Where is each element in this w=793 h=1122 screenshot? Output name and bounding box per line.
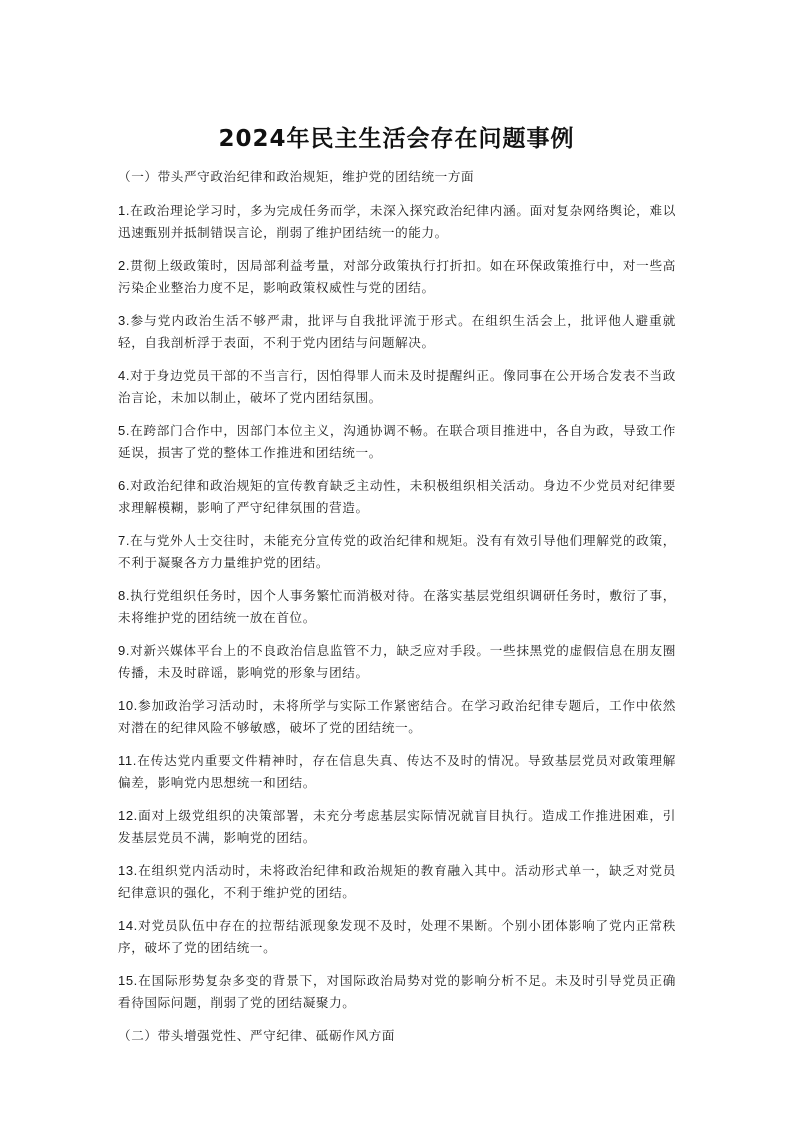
- list-item: [118, 255, 676, 299]
- document-title: 2024年民主生活会存在问题事例: [218, 126, 575, 152]
- list-item: [118, 860, 676, 904]
- list-item: [118, 475, 676, 519]
- list-item: [118, 970, 676, 1014]
- item-text: 对于身边党员干部的不当言行，因怕得罪人而未及时提醒纠正。像同事在公开场合发表不当政治言论，未加以制止，破坏了党内团结氛围。: [118, 368, 676, 405]
- item-number: 6.: [118, 478, 131, 493]
- item-text: 对党员队伍中存在的拉帮结派现象发现不及时，处理不果断。个别小团体影响了党内正常秩序，破坏了党的团结统一。: [118, 918, 676, 955]
- item-text: 参与党内政治生活不够严肃，批评与自我批评流于形式。在组织生活会上，批评他人避重就轻，自我剖析浮于表面，不利于党内团结与问题解决。: [118, 313, 676, 350]
- item-text: 在跨部门合作中，因部门本位主义，沟通协调不畅。在联合项目推进中，各自为政，导致工作延误，损害了党的整体工作推进和团结统一。: [118, 423, 676, 460]
- list-item: [118, 640, 676, 684]
- item-text: 在组织党内活动时，未将政治纪律和政治规矩的教育融入其中。活动形式单一，缺乏对党员纪律意识的强化，不利于维护党的团结。: [118, 863, 676, 900]
- item-text: 贯彻上级政策时，因局部利益考量，对部分政策执行打折扣。如在环保政策推行中，对一些高污染企业整治力度不足，影响政策权威性与党的团结。: [118, 258, 676, 295]
- list-item: [118, 915, 676, 959]
- list-item: [118, 805, 676, 849]
- item-number: 15.: [118, 973, 138, 988]
- list-item: [118, 585, 676, 629]
- item-number: 10.: [118, 698, 138, 713]
- item-number: 11.: [118, 753, 137, 768]
- section-heading-2: （二）带头增强党性、严守纪律、砥砺作风方面: [118, 1028, 396, 1043]
- list-item: [118, 750, 676, 794]
- item-number: 9.: [118, 643, 131, 658]
- item-number: 5.: [118, 423, 131, 438]
- item-number: 12.: [118, 808, 138, 823]
- list-item: [118, 695, 676, 739]
- item-number: 3.: [118, 313, 131, 328]
- item-number: 14.: [118, 918, 138, 933]
- item-number: 4.: [118, 368, 131, 383]
- list-item: [118, 365, 676, 409]
- item-text: 对政治纪律和政治规矩的宣传教育缺乏主动性，未积极组织相关活动。身边不少党员对纪律要求理解模糊，影响了严守纪律氛围的营造。: [118, 478, 676, 515]
- document-body: [118, 166, 676, 1059]
- item-text: 对新兴媒体平台上的不良政治信息监管不力，缺乏应对手段。一些抹黑党的虚假信息在朋友圈传播，未及时辟谣，影响党的形象与团结。: [118, 643, 676, 680]
- list-item: [118, 310, 676, 354]
- item-text: 执行党组织任务时，因个人事务繁忙而消极对待。在落实基层党组织调研任务时，敷衍了事，未将维护党的团结统一放在首位。: [118, 588, 676, 625]
- item-text: 在传达党内重要文件精神时，存在信息失真、传达不及时的情况。导致基层党员对政策理解偏差，影响党内思想统一和团结。: [118, 753, 676, 790]
- item-text: 在政治理论学习时，多为完成任务而学，未深入探究政治纪律内涵。面对复杂网络舆论，难以迅速甄别并抵制错误言论，削弱了维护团结统一的能力。: [118, 203, 676, 240]
- list-item: [118, 530, 676, 574]
- list-item: [118, 200, 676, 244]
- item-text: 在国际形势复杂多变的背景下，对国际政治局势对党的影响分析不足。未及时引导党员正确看待国际问题，削弱了党的团结凝聚力。: [118, 973, 676, 1010]
- section-heading-1: （一）带头严守政治纪律和政治规矩，维护党的团结统一方面: [118, 169, 475, 184]
- item-number: 13.: [118, 863, 138, 878]
- item-number: 1.: [118, 203, 131, 218]
- list-item: [118, 420, 676, 464]
- item-text: 面对上级党组织的决策部署，未充分考虑基层实际情况就盲目执行。造成工作推进困难，引发基层党员不满，影响党的团结。: [118, 808, 676, 845]
- item-text: 参加政治学习活动时，未将所学与实际工作紧密结合。在学习政治纪律专题后，工作中依然对潜在的纪律风险不够敏感，破坏了党的团结统一。: [118, 698, 676, 735]
- item-text: 在与党外人士交往时，未能充分宣传党的政治纪律和规矩。没有有效引导他们理解党的政策，不利于凝聚各方力量维护党的团结。: [118, 533, 676, 570]
- item-number: 7.: [118, 533, 131, 548]
- item-number: 8.: [118, 588, 131, 603]
- item-number: 2.: [118, 258, 131, 273]
